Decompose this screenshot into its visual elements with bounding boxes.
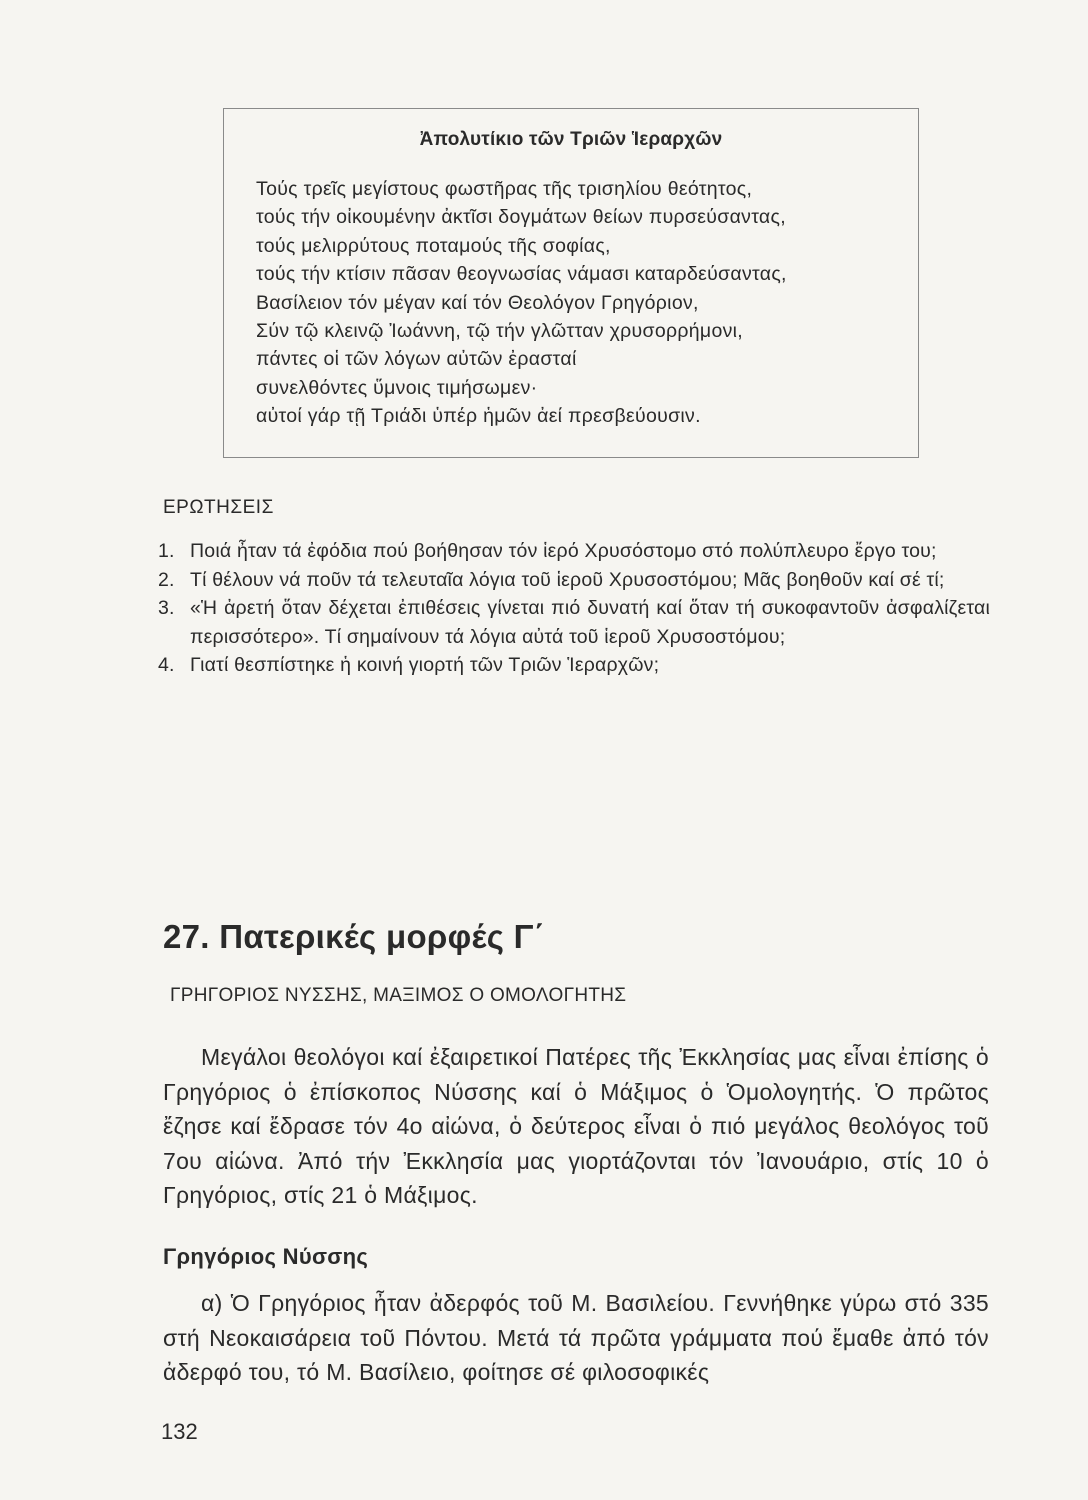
section-heading: Γρηγόριος Νύσσης: [163, 1244, 369, 1269]
question-item: [158, 594, 990, 651]
hymn-line: τούς τήν οἰκουμένην ἀκτῖσι δογμάτων θείων πυρσεύσαντας,: [256, 206, 786, 229]
questions-heading: ΕΡΩΤΗΣΕΙΣ: [163, 497, 274, 518]
question-number: 3.: [158, 597, 175, 619]
hymn-line: τούς τήν κτίσιν πᾶσαν θεογνωσίας νάμασι καταρδεύσαντας,: [256, 263, 787, 286]
page-number: 132: [161, 1419, 198, 1444]
hymn-line: αὐτοί γάρ τῇ Τριάδι ὑπέρ ἡμῶν ἀεί πρεσβεύουσιν.: [256, 405, 701, 428]
chapter-title: 27. Πατερικές μορφές Γ΄: [163, 918, 546, 955]
hymn-box: [223, 108, 919, 458]
section-paragraph: α) Ὁ Γρηγόριος ἦταν ἀδερφός τοῦ Μ. Βασιλείου. Γεννήθηκε γύρω στό 335 στή Νεοκαισάρεια τοῦ Πόντου. Μετά τά πρῶτα γράμματα πού ἔμαθε ἀπό τόν ἀδερφό του, τό Μ. Βασίλειο, φοίτησε σέ φιλοσοφικές: [163, 1290, 989, 1385]
hymn-title: Ἀπολυτίκιο τῶν Τριῶν Ἱεραρχῶν: [419, 129, 723, 150]
question-number: 4.: [158, 654, 175, 676]
chapter-subtitle: ΓΡΗΓΟΡΙΟΣ ΝΥΣΣΗΣ, ΜΑΞΙΜΟΣ Ο ΟΜΟΛΟΓΗΤΗΣ: [170, 985, 627, 1006]
hymn-line: συνελθόντες ὕμνοις τιμήσωμεν·: [256, 376, 538, 399]
questions-list: [158, 537, 990, 680]
question-text: Ποιά ἦταν τά ἐφόδια πού βοήθησαν τόν ἱερό Χρυσόστομο στό πολύπλευρο ἔργο του;: [190, 540, 937, 562]
question-text: Γιατί θεσπίστηκε ἡ κοινή γιορτή τῶν Τριῶν Ἱεραρχῶν;: [190, 654, 660, 676]
hymn-line: Σύν τῷ κλεινῷ Ἰωάννη, τῷ τήν γλῶτταν χρυσορρήμονι,: [256, 320, 743, 343]
question-item: [158, 651, 990, 680]
question-text: «Ἡ ἀρετή ὅταν δέχεται ἐπιθέσεις γίνεται πιό δυνατή καί ὅταν τή συκοφαντοῦν ἀσφαλίζεται περισσότερο». Τί σημαίνουν τά λόγια αὐτά τοῦ ἱεροῦ Χρυσοστόμου;: [190, 597, 990, 648]
hymn-line: Βασίλειον τόν μέγαν καί τόν Θεολόγον Γρηγόριον,: [256, 291, 699, 314]
hymn-line: τούς μελιρρύτους ποταμούς τῆς σοφίας,: [256, 234, 611, 257]
hymn-line: Τούς τρεῖς μεγίστους φωστῆρας τῆς τρισηλίου θεότητος,: [256, 178, 753, 200]
question-number: 2.: [158, 568, 175, 591]
question-item: [158, 537, 990, 566]
question-item: [158, 566, 990, 595]
question-number: 1.: [158, 540, 175, 562]
question-text: Τί θέλουν νά ποῦν τά τελευταῖα λόγια τοῦ ἱεροῦ Χρυσοστόμου; Μᾶς βοηθοῦν καί σέ τί;: [190, 568, 945, 591]
hymn-line: πάντες οἱ τῶν λόγων αὐτῶν ἐρασταί: [256, 348, 577, 371]
chapter-intro-paragraph: Μεγάλοι θεολόγοι καί ἐξαιρετικοί Πατέρες τῆς Ἐκκλησίας μας εἶναι ἐπίσης ὁ Γρηγόριος ὁ ἐπίσκοπος Νύσσης καί ὁ Μάξιμος ὁ Ὁμολογητής. Ὁ πρῶτος ἔζησε καί ἔδρασε τόν 4ο αἰώνα, ὁ δεύτερος εἶναι ὁ πιό μεγάλος θεολόγος τοῦ 7ου αἰώνα. Ἀπό τήν Ἐκκλησία μας γιορτάζονται τόν Ἰανουάριο, στίς 10 ὁ Γρηγόριος, στίς 21 ὁ Μάξιμος.: [163, 1044, 989, 1208]
